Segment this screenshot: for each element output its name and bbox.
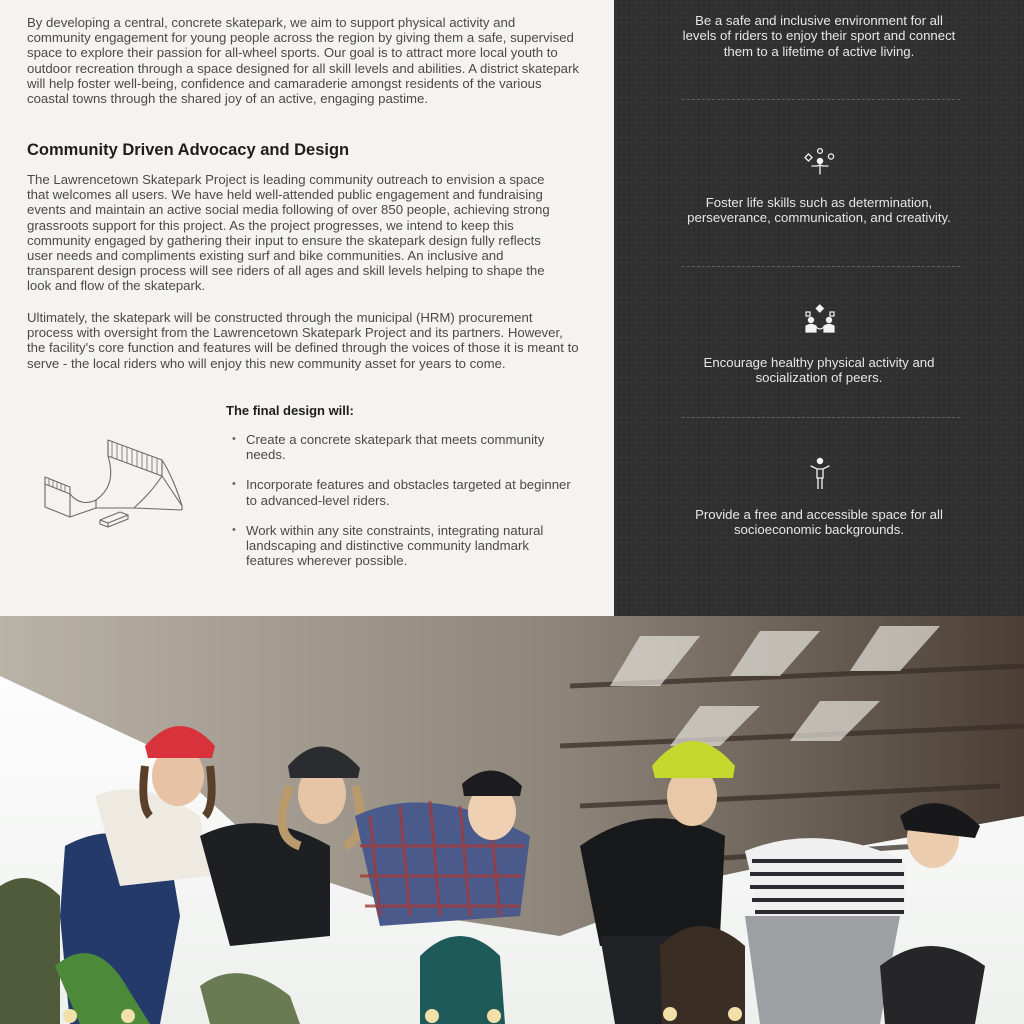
final-design-title: The final design will: (226, 403, 354, 418)
intro-paragraph: By developing a central, concrete skatepark, we aim to support physical activity and community engagement for young people across the region by giving them a safe, supervised space to explore their passion for all-wheel sports. Our goal is to attract more local youth to outdoor recreation through a space designed for all skill levels and abilities. A district skatepark will help foster well-being, confidence and camaraderie amongst residents of the various coastal towns through the shared joy of an active, engaging pastime. (27, 15, 579, 107)
divider (682, 99, 960, 100)
list-item (232, 432, 572, 462)
skatepark-ramp-icon (40, 432, 190, 537)
goals-panel (614, 0, 1024, 616)
peers-socializing-icon (803, 303, 837, 337)
advocacy-paragraph-2: Ultimately, the skatepark will be constructed through the municipal (HRM) procurement process with oversight from the Lawrencetown Skatepark Project and its partners. However, the facility's core function and features will be defined through the voices of those it is meant to serve - the local riders who will enjoy this new community asset for years to come. (27, 310, 579, 371)
goal-text-3: Encourage healthy physical activity and socialization of peers. (703, 355, 935, 386)
person-arms-open-icon (803, 456, 837, 490)
list-item (232, 523, 572, 569)
goal-text-2: Foster life skills such as determination, perseverance, communication, and creativity. (687, 195, 951, 226)
list-item-text: • Incorporate features and obstacles targeted at beginner to advanced-level riders. (246, 477, 571, 508)
goal-text-1: Be a safe and inclusive environment for all levels of riders to enjoy their sport and connect them to a lifetime of active living. (682, 13, 956, 59)
juggling-skills-icon (803, 146, 837, 180)
left-content-column (0, 0, 614, 616)
photo-illustration (0, 616, 1024, 1024)
list-item-text: • Create a concrete skatepark that meets community needs. (246, 432, 545, 463)
advocacy-paragraph-1: The Lawrencetown Skatepark Project is leading community outreach to envision a space that welcomes all users. We have held well-attended public engagement and fundraising events and maintain an active social media following of over 850 people, achieving strong grassroots support for this project. As the project progresses, we intend to keep this community engaged by gathering their input to ensure the skatepark design fully reflects user needs and compliments existing surf and bike communities. An inclusive and transparent design process will see riders of all ages and skill levels helping to shape the look and flow of the skatepark. (27, 172, 550, 294)
divider (682, 266, 960, 267)
list-item-text: • Work within any site constraints, integrating natural landscaping and distinctive community landmark features wherever possible. (246, 522, 544, 569)
final-design-list (232, 432, 572, 583)
list-item (232, 477, 572, 507)
kids-skateboarding-photo (0, 616, 1024, 1024)
advocacy-heading: Community Driven Advocacy and Design (27, 141, 350, 159)
divider (682, 417, 960, 418)
goal-text-4: Provide a free and accessible space for all socioeconomic backgrounds. (695, 507, 943, 538)
